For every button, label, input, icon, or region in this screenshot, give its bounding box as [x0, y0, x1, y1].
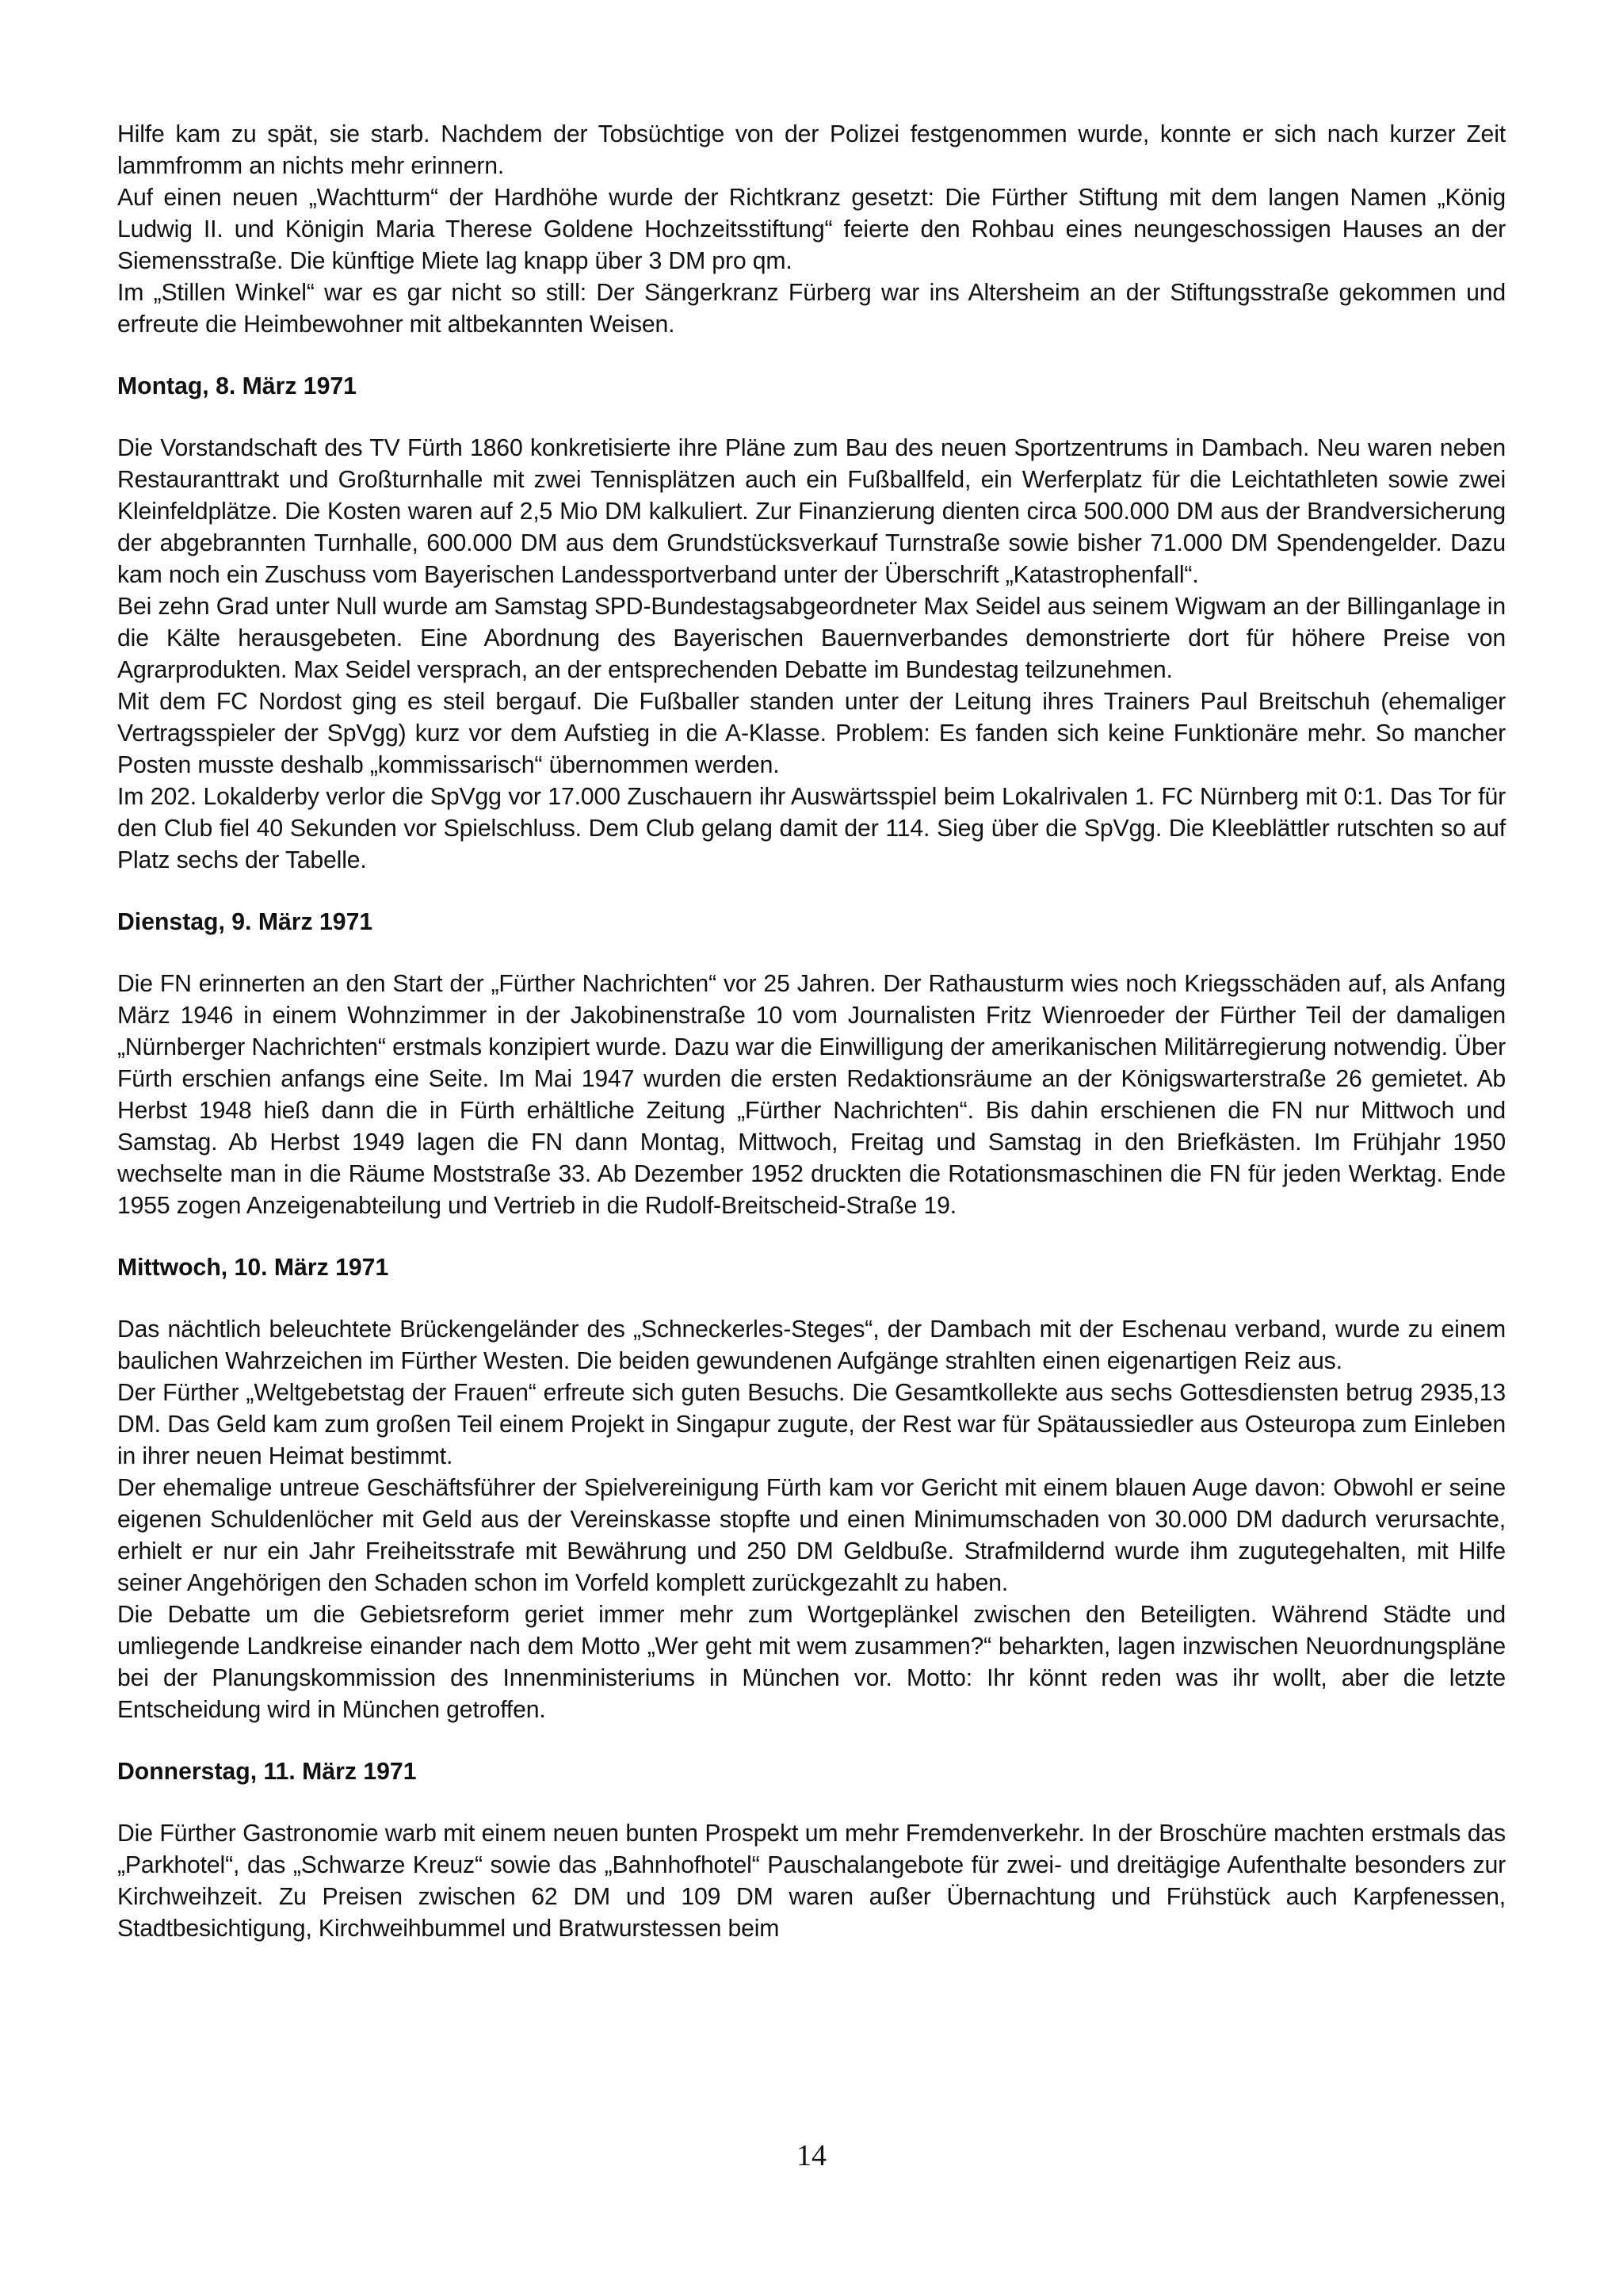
section-paragraph: Die FN erinnerten an den Start der „Fürther Nachrichten“ vor 25 Jahren. Der Rathausturm wies noch Kriegsschäden auf, als Anfang März 1946 in einem Wohnzimmer in der Jakobinenstraße 10 vom Journalisten Fritz Wienroeder der Fürther Teil der damaligen „Nürnberger Nachrichten“ erstmals konzipiert wurde. Dazu war die Einwilligung der amerikanischen Militärregierung notwendig. Über Fürth erschien anfangs eine Seite. Im Mai 1947 wurden die ersten Redaktionsräume an der Königswarterstraße 26 gemietet. Ab Herbst 1948 hieß dann die in Fürth erhältliche Zeitung „Fürther Nachrichten“. Bis dahin erschienen die FN nur Mittwoch und Samstag. Ab Herbst 1949 lagen die FN dann Montag, Mittwoch, Freitag und Samstag in den Briefkästen. Im Frühjahr 1950 wechselte man in die Räume Moststraße 33. Ab Dezember 1952 druckten die Rotationsmaschinen die FN für jeden Werktag. Ende 1955 zogen Anzeigenabteilung und Vertrieb in die Rudolf-Breitscheid-Straße 19.	[117, 971, 1506, 1219]
intro-paragraph-1: Hilfe kam zu spät, sie starb. Nachdem der Tobsüchtige von der Polizei festgenommen wurde, konnte er sich nach kurzer Zeit lammfromm an nichts mehr erinnern.	[117, 121, 1506, 179]
section-paragraph: Der Fürther „Weltgebetstag der Frauen“ erfreute sich guten Besuchs. Die Gesamtkollekte aus sechs Gottesdiensten betrug 2935,13 DM. Das Geld kam zum großen Teil einem Projekt in Singapur zugute, der Rest war für Spätaussiedler aus Osteuropa zum Einleben in ihrer neuen Heimat bestimmt.	[117, 1380, 1506, 1469]
intro-paragraph-2: Auf einen neuen „Wachtturm“ der Hardhöhe wurde der Richtkranz gesetzt: Die Fürther Stiftung mit dem langen Namen „König Ludwig II. und Königin Maria Therese Goldene Hochzeitsstiftung“ feierte den Rohbau eines neungeschossigen Hauses an der Siemensstraße. Die künftige Miete lag knapp über 3 DM pro qm.	[117, 185, 1506, 274]
section-paragraph: Das nächtlich beleuchtete Brückengeländer des „Schneckerles-Steges“, der Dambach mit der Eschenau verband, wurde zu einem baulichen Wahrzeichen im Fürther Westen. Die beiden gewundenen Aufgänge strahlten einen eigenartigen Reiz aus.	[117, 1316, 1506, 1374]
section-heading: Mittwoch, 10. März 1971	[117, 1255, 389, 1281]
intro-block	[117, 119, 1506, 341]
document-page	[117, 119, 1506, 1945]
section-donnerstag	[117, 1756, 1506, 1945]
section-dienstag	[117, 907, 1506, 1222]
section-montag	[117, 371, 1506, 877]
section-heading: Donnerstag, 11. März 1971	[117, 1759, 417, 1785]
section-paragraph: Die Fürther Gastronomie warb mit einem neuen bunten Prospekt um mehr Fremdenverkehr. In der Broschüre machten erstmals das „Parkhotel“, das „Schwarze Kreuz“ sowie das „Bahnhofhotel“ Pauschalangebote für zwei- und dreitägige Aufenthalte besonders zur Kirchweihzeit. Zu Preisen zwischen 62 DM und 109 DM waren außer Übernachtung und Frühstück auch Karpfenessen, Stadtbesichtigung, Kirchweihbummel und Bratwurstessen beim	[117, 1820, 1506, 1942]
intro-paragraph-3: Im „Stillen Winkel“ war es gar nicht so still: Der Sängerkranz Fürberg war ins Altersheim an der Stiftungsstraße gekommen und erfreute die Heimbewohner mit altbekannten Weisen.	[117, 280, 1506, 338]
section-paragraph: Die Vorstandschaft des TV Fürth 1860 konkretisierte ihre Pläne zum Bau des neuen Sportzentrums in Dambach. Neu waren neben Restauranttrakt und Großturnhalle mit zwei Tennisplätzen auch ein Fußballfeld, ein Werferplatz für die Leichtathleten sowie zwei Kleinfeldplätze. Die Kosten waren auf 2,5 Mio DM kalkuliert. Zur Finanzierung dienten circa 500.000 DM aus der Brandversicherung der abgebrannten Turnhalle, 600.000 DM aus dem Grundstücksverkauf Turnstraße sowie bisher 71.000 DM Spendengelder. Dazu kam noch ein Zuschuss vom Bayerischen Landessportverband unter der Überschrift „Katastrophenfall“.	[117, 435, 1506, 588]
section-paragraph: Mit dem FC Nordost ging es steil bergauf. Die Fußballer standen unter der Leitung ihres Trainers Paul Breitschuh (ehemaliger Vertragsspieler der SpVgg) kurz vor dem Aufstieg in die A-Klasse. Problem: Es fanden sich keine Funktionäre mehr. So mancher Posten musste deshalb „kommissarisch“ übernommen werden.	[117, 689, 1506, 778]
section-mittwoch	[117, 1252, 1506, 1726]
page-number: 14	[796, 2139, 827, 2172]
section-heading: Dienstag, 9. März 1971	[117, 909, 373, 935]
section-paragraph: Im 202. Lokalderby verlor die SpVgg vor 17.000 Zuschauern ihr Auswärtsspiel beim Lokalrivalen 1. FC Nürnberg mit 0:1. Das Tor für den Club fiel 40 Sekunden vor Spielschluss. Dem Club gelang damit der 114. Sieg über die SpVgg. Die Kleeblättler rutschten so auf Platz sechs der Tabelle.	[117, 784, 1506, 873]
section-paragraph: Bei zehn Grad unter Null wurde am Samstag SPD-Bundestagsabgeordneter Max Seidel aus seinem Wigwam an der Billinganlage in die Kälte herausgebeten. Eine Abordnung des Bayerischen Bauernverbandes demonstrierte dort für höhere Preise von Agrarprodukten. Max Seidel versprach, an der entsprechenden Debatte im Bundestag teilzunehmen.	[117, 594, 1506, 683]
section-heading: Montag, 8. März 1971	[117, 373, 357, 399]
section-paragraph: Die Debatte um die Gebietsreform geriet immer mehr zum Wortgeplänkel zwischen den Beteiligten. Während Städte und umliegende Landkreise einander nach dem Motto „Wer geht mit wem zusammen?“ beharkten, lagen inzwischen Neuordnungspläne bei der Planungskommission des Innenministeriums in München vor. Motto: Ihr könnt reden was ihr wollt, aber die letzte Entscheidung wird in München getroffen.	[117, 1602, 1506, 1723]
section-paragraph: Der ehemalige untreue Geschäftsführer der Spielvereinigung Fürth kam vor Gericht mit einem blauen Auge davon: Obwohl er seine eigenen Schuldenlöcher mit Geld aus der Vereinskasse stopfte und einen Minimumschaden von 30.000 DM dadurch verursachte, erhielt er nur ein Jahr Freiheitsstrafe mit Bewährung und 250 DM Geldbuße. Strafmildernd wurde ihm zugutegehalten, mit Hilfe seiner Angehörigen den Schaden schon im Vorfeld komplett zurückgezahlt zu haben.	[117, 1475, 1506, 1596]
